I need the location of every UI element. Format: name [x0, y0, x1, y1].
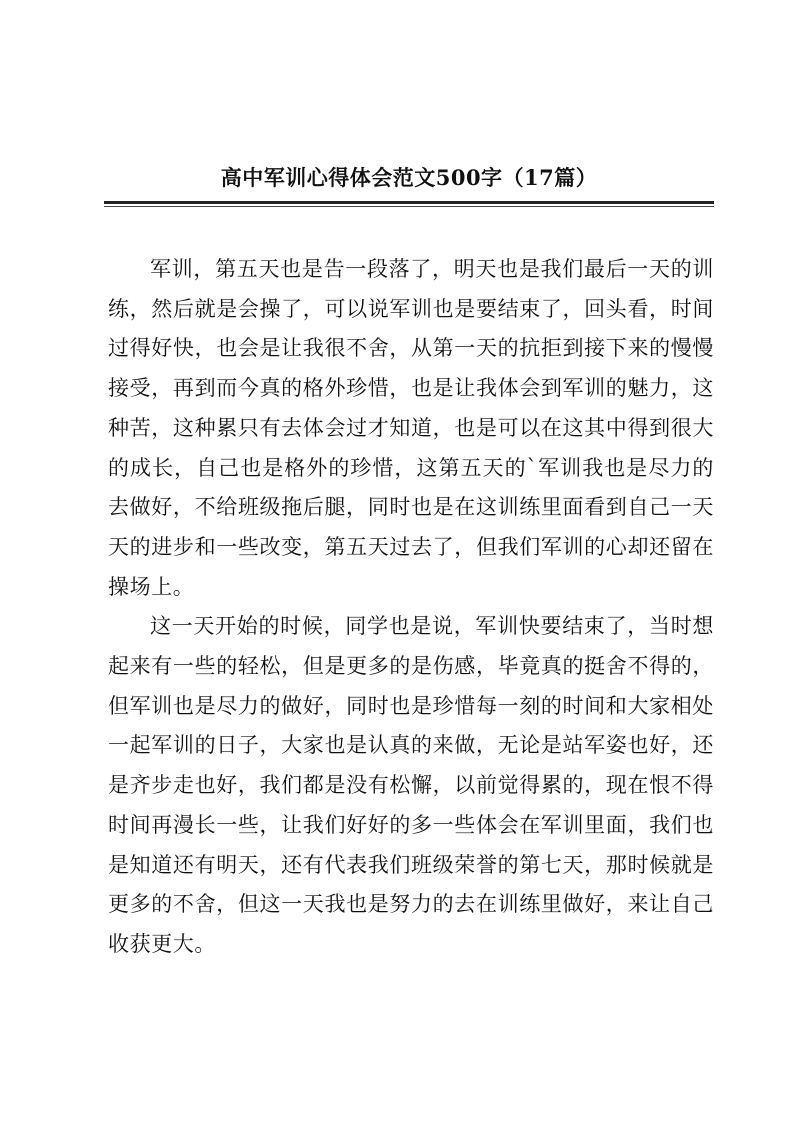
paragraph-1: 军训，第五天也是告一段落了，明天也是我们最后一天的训练，然后就是会操了，可以说军训也是要结束了，回头看，时间过得好快，也会是让我很不舍，从第一天的抗拒到接下来的慢慢接受，再到而今真的格外珍惜，也是让我体会到军训的魅力，这种苦，这种累只有去体会过才知道，也是可以在这其中得到很大的成长，自己也是格外的珍惜，这第五天的`军训我也是尽力的去做好，不给班级拖后腿，同时也是在这训练里面看到自己一天天的进步和一些改变，第五天过去了，但我们军训的心却还留在操场上。: [108, 257, 714, 599]
paragraph-2: 这一天开始的时候，同学也是说，军训快要结束了，当时想起来有一些的轻松，但是更多的是伤感，毕竟真的挺舍不得的，但军训也是尽力的做好，同时也是珍惜每一刻的时间和大家相处一起军训的日子，大家也是认真的来做，无论是站军姿也好，还是齐步走也好，我们都是没有松懈，以前觉得累的，现在恨不得时间再漫长一些，让我们好好的多一些体会在军训里面，我们也是知道还有明天，还有代表我们班级荣誉的第七天，那时候就是更多的不舍，但这一天我也是努力的去在训练里做好，来让自己收获更大。: [108, 614, 714, 956]
document-body: [108, 250, 714, 965]
document-title: 高中军训心得体会范文500字（17篇）: [220, 165, 598, 190]
title-divider-thick: [104, 201, 714, 204]
title-divider-thin: [104, 206, 714, 207]
